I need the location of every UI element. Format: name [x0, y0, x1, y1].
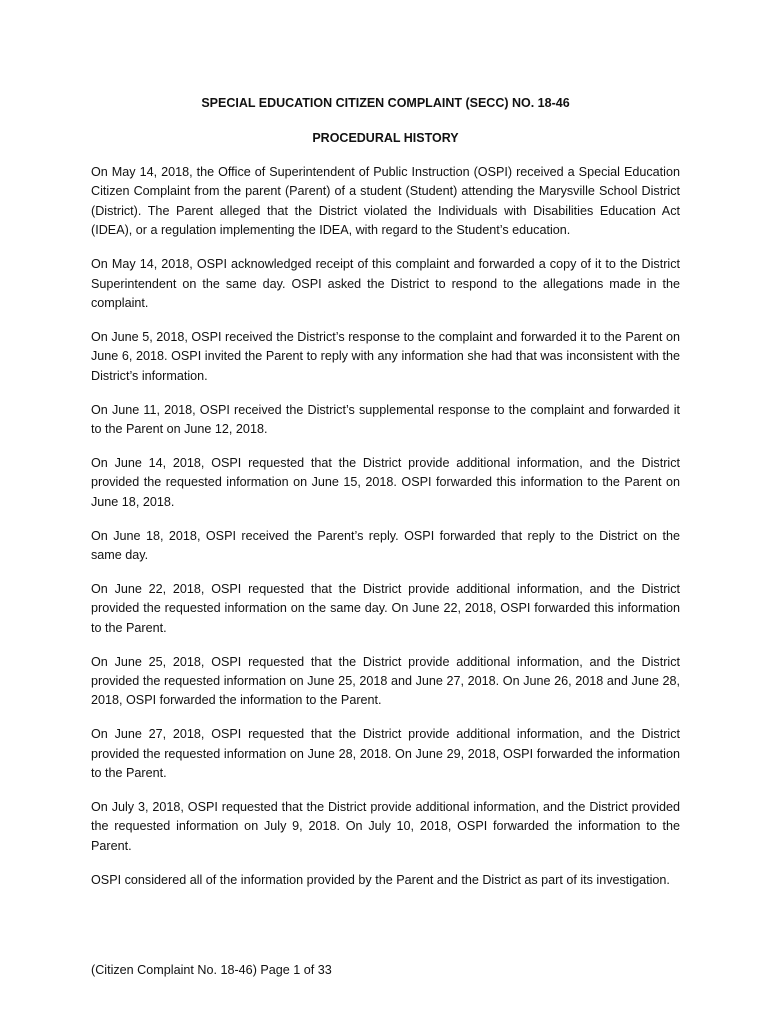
paragraph: On June 11, 2018, OSPI received the District’s supplemental response to the complaint and forwarded it to the Parent on June 12, 2018.: [91, 402, 680, 436]
paragraph: On June 18, 2018, OSPI received the Parent’s reply. OSPI forwarded that reply to the District on the same day.: [91, 528, 680, 562]
section-heading: PROCEDURAL HISTORY: [312, 131, 459, 145]
page-footer: (Citizen Complaint No. 18-46) Page 1 of 33: [91, 963, 332, 977]
paragraph: On June 14, 2018, OSPI requested that the District provide additional information, and the District provided the requested information on June 15, 2018. OSPI forwarded this information to the Parent on June 18, 2018.: [91, 455, 680, 509]
paragraph: On June 25, 2018, OSPI requested that the District provide additional information, and the District provided the requested information on June 25, 2018 and June 27, 2018. On June 26, 2018 and June 28, 2018, OSPI forwarded the information to the Parent.: [91, 654, 680, 708]
paragraph: On July 3, 2018, OSPI requested that the District provide additional information, and the District provided the requested information on July 9, 2018. On July 10, 2018, OSPI forwarded the information to the Parent.: [91, 800, 680, 853]
paragraph: On June 5, 2018, OSPI received the District’s response to the complaint and forwarded it to the Parent on June 6, 2018. OSPI invited the Parent to reply with any information she had that was inconsistent with the District’s information.: [91, 329, 680, 383]
paragraph: On May 14, 2018, OSPI acknowledged receipt of this complaint and forwarded a copy of it to the District Superintendent on the same day. OSPI asked the District to respond to the allegations made in the complaint.: [91, 257, 680, 310]
document-title: SPECIAL EDUCATION CITIZEN COMPLAINT (SECC) NO. 18-46: [201, 96, 570, 110]
paragraph: OSPI considered all of the information provided by the Parent and the District as part of its investigation.: [91, 872, 670, 887]
paragraph: On June 27, 2018, OSPI requested that the District provide additional information, and the District provided the requested information on June 28, 2018. On June 29, 2018, OSPI forwarded the information to the Parent.: [91, 727, 680, 781]
paragraph: On June 22, 2018, OSPI requested that the District provide additional information, and the District provided the requested information on the same day. On June 22, 2018, OSPI forwarded this information to the Parent.: [91, 581, 680, 635]
paragraph: On May 14, 2018, the Office of Superintendent of Public Instruction (OSPI) received a Special Education Citizen Complaint from the parent (Parent) of a student (Student) attending the Marysville School District (District). The Parent alleged that the District violated the Individuals with Disabilities Education Act (IDEA), or a regulation implementing the IDEA, with regard to the Student’s education.: [91, 165, 680, 238]
document-body: [91, 163, 680, 905]
